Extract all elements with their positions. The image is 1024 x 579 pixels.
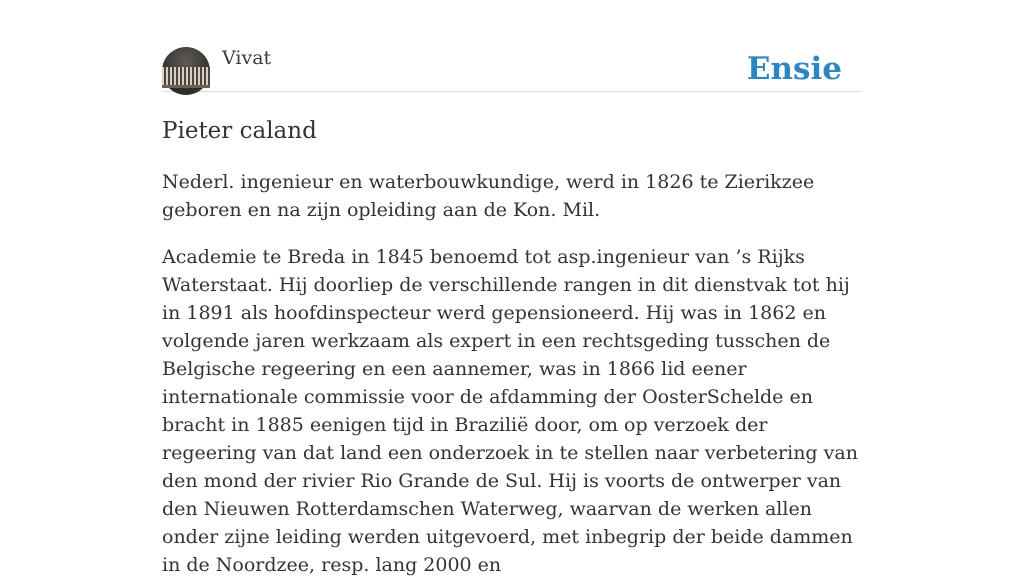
header [162,0,862,92]
article-paragraph-2: Academie te Breda in 1845 benoemd tot asp.ingenieur van ’s Rijks Waterstaat. Hij doorliep de verschillende rangen in dit dienstvak tot hij in 1891 als hoofdinspecteur werd gepensioneerd. Hij was in 1862 en volgende jaren werkzaam als expert in een rechtsgeding tusschen de Belgische regeering en een aannemer, was in 1866 lid eener internationale commissie voor de afdamming der OosterSchelde en bracht in 1885 eenigen tijd in Brazilië door, om op verzoek der regeering van dat land een onderzoek in te stellen naar verbetering van den mond der rivier Rio Grande de Sul. Hij is voorts de ontwerper van den Nieuwen Rotterdamschen Waterweg, waarvan de werken allen onder zijne leiding werden uitgevoerd, met inbegrip der beide dammen in de Noordzee, resp. lang 2000 en [162,246,858,576]
books-graphic [162,67,210,85]
page-container [162,0,862,576]
site-name-link[interactable]: Vivat [222,47,272,69]
ensie-logo-link[interactable]: Ensie [746,51,842,87]
bookshelf-avatar-icon[interactable] [162,47,210,95]
article-paragraph-1: Nederl. ingenieur en waterbouwkundige, werd in 1826 te Zierikzee geboren en na zijn opleiding aan de Kon. Mil. [162,171,815,221]
page-title: Pieter caland [162,118,317,144]
shelf-graphic [162,85,210,88]
